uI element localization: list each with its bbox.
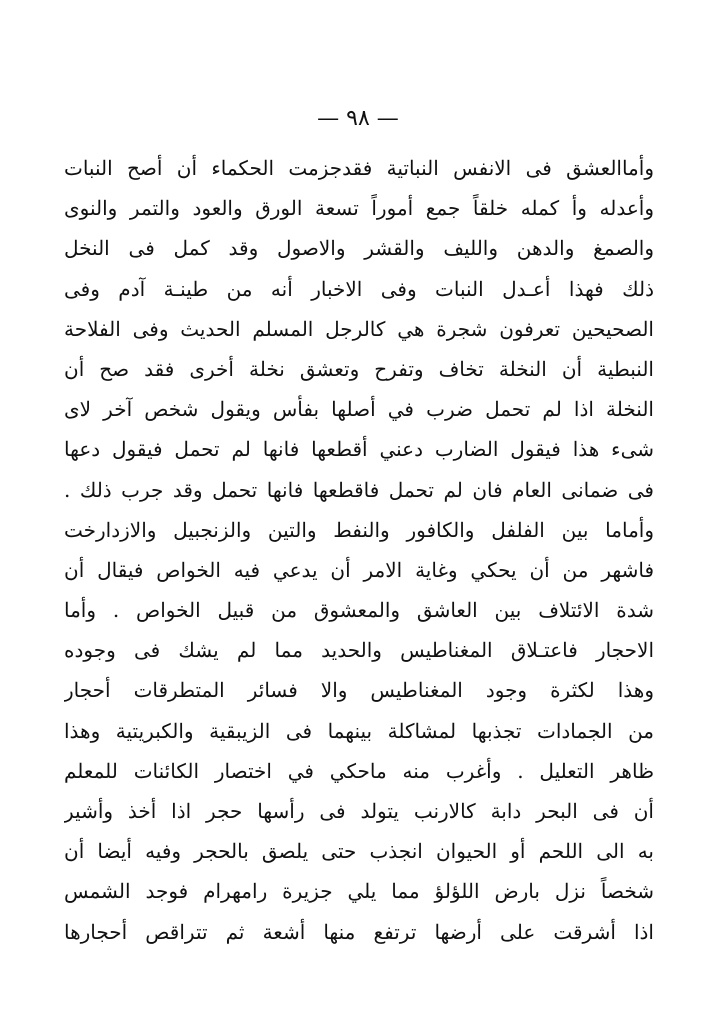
text-line-15: من الجمادات تجذبها لمشاكلة بينهما فى الزيبقية والكبريتية وهذا: [64, 718, 654, 743]
text-line-1: وأماالعشق فى الانفس النباتية فقدجزمت الحكماء أن أصح النبات: [64, 156, 654, 180]
text-line-9: فى ضمانى العام فان لم تحمل فاقطعها فانها تحمل وقد جرب ذلك .: [64, 477, 654, 502]
text-line-14: وهذا لكثرة وجود المغناطيس والا فسائر المتطرقات أحجار: [64, 678, 654, 703]
text-line-6: النبطية أن النخلة تخاف وتفرح وتعشق نخلة أخرى فقد صح أن: [64, 356, 654, 381]
body-text: [64, 148, 654, 952]
text-line-2: وأعدله وأ كمله خلقاً جمع أموراً تسعة الورق والعود والتمر والنوى: [64, 196, 654, 221]
text-line-11: فاشهر من أن يحكي وغاية الامر أن يدعي فيه الخواص فيقال أن: [64, 557, 654, 582]
text-line-17: أن فى البحر دابة كالارنب يتولد فى رأسها حجر اذا أخذ وأشير: [64, 799, 654, 823]
text-line-7: النخلة اذا لم تحمل ضرب في أصلها بفأس ويقول شخص آخر لاى: [64, 397, 654, 422]
text-line-19: شخصاً نزل بارض اللؤلؤ مما يلي جزيرة رامهرام فوجد الشمس: [64, 879, 654, 904]
text-line-8: شىء هذا فيقول الضارب دعني أقطعها فانها لم تحمل فيقول دعها: [64, 437, 654, 462]
text-line-18: به الى اللحم أو الحيوان انجذب حتى يلصق بالحجر وفيه أيضا أن: [64, 839, 654, 864]
text-line-3: والصمغ والدهن والليف والقشر والاصول وقد كمل فى النخل: [64, 236, 654, 261]
text-line-16: ظاهر التعليل . وأغرب منه ماحكي في اختصار الكائنات للمعلم: [64, 758, 654, 783]
text-line-5: الصحيحين تعرفون شجرة هي كالرجل المسلم الحديث وفى الفلاحة: [64, 316, 654, 341]
text-line-20: اذا أشرقت على أرضها ترتفع منها أشعة ثم تتراقص أحجارها: [64, 919, 654, 944]
page-number: — ٩٨ —: [317, 106, 399, 131]
text-line-12: شدة الائتلاف بين العاشق والمعشوق من قبيل الخواص . وأما: [64, 598, 654, 623]
text-line-13: الاحجار فاعتـلاق المغناطيس والحديد مما لم يشك فى وجوده: [64, 638, 654, 663]
text-line-10: وأماما بين الفلفل والكافور والنفط والتين والزنجبيل والازدارخت: [64, 517, 654, 542]
text-line-4: ذلك فهذا أعـدل النبات وفى الاخبار أنه من طينـة آدم وفى: [64, 276, 654, 301]
